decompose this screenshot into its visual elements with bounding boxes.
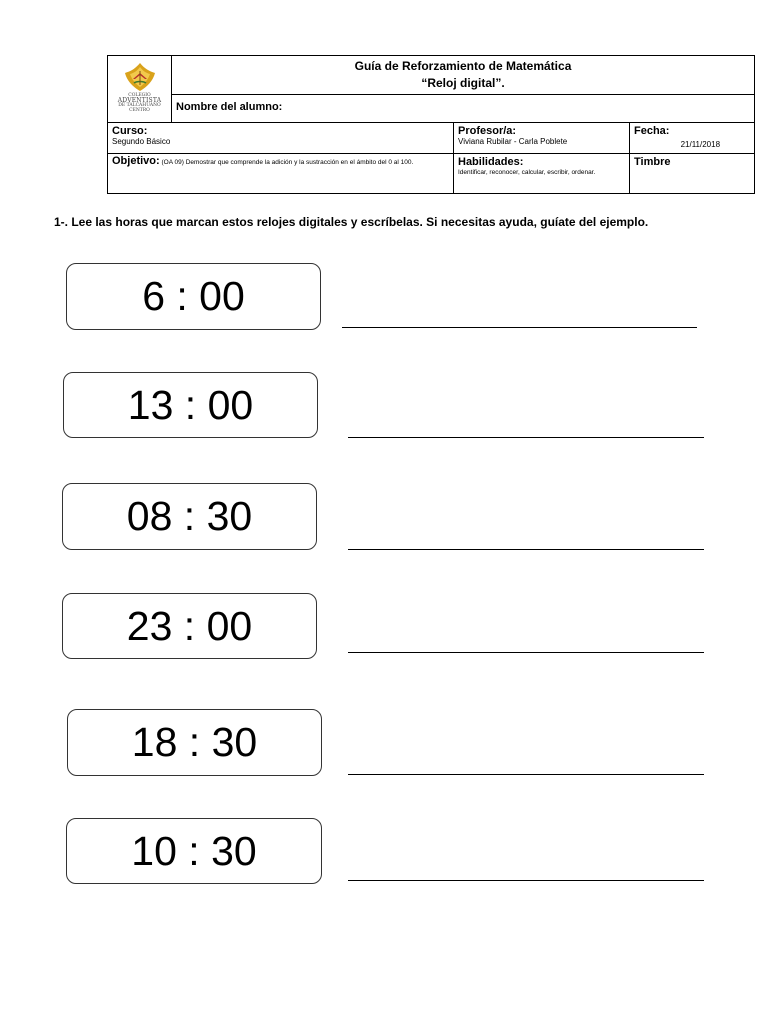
student-name-label: Nombre del alumno:	[176, 101, 283, 113]
logo-line-4: CENTRO	[129, 108, 150, 113]
digital-clock-1: 6 : 00	[66, 263, 321, 330]
answer-line-4[interactable]	[348, 652, 704, 653]
teacher-cell	[454, 123, 630, 154]
course-label: Curso:	[112, 125, 148, 137]
skills-label: Habilidades:	[458, 156, 524, 168]
answer-line-6[interactable]	[348, 880, 704, 881]
digital-clock-6: 10 : 30	[66, 818, 322, 884]
worksheet-subtitle: “Reloj digital”.	[421, 76, 505, 90]
skills-value: Identificar, reconocer, calcular, escribir, ordenar.	[458, 169, 596, 176]
skills-cell	[454, 154, 630, 194]
logo-line-2: ADVENTISTA	[117, 97, 162, 104]
school-crest-icon	[121, 61, 159, 93]
instruction-text: 1-. Lee las horas que marcan estos relojes digitales y escríbelas. Si necesitas ayuda, guíate del ejemplo.	[54, 215, 649, 229]
logo-line-3: DE TALCAHUANO	[118, 103, 161, 108]
answer-line-2[interactable]	[348, 437, 704, 438]
digital-clock-3: 08 : 30	[62, 483, 317, 550]
digital-clock-2: 13 : 00	[63, 372, 318, 438]
digital-clock-5: 18 : 30	[67, 709, 322, 776]
logo-line-1: COLEGIO	[128, 93, 151, 98]
answer-line-5[interactable]	[348, 774, 704, 775]
objective-label: Objetivo:	[112, 155, 160, 167]
stamp-cell	[630, 154, 755, 194]
course-value: Segundo Básico	[112, 137, 171, 146]
answer-line-3[interactable]	[348, 549, 704, 550]
worksheet-header	[107, 55, 754, 192]
student-name-field[interactable]	[172, 95, 755, 123]
digital-clock-4: 23 : 00	[62, 593, 317, 659]
date-value: 21/11/2018	[680, 140, 721, 149]
objective-value: (OA 09) Demostrar que comprende la adición y la sustracción en el ámbito del 0 al 100.	[161, 159, 414, 166]
school-logo	[108, 56, 172, 123]
stamp-label: Timbre	[634, 156, 671, 168]
date-label: Fecha:	[634, 125, 670, 137]
course-cell	[108, 123, 454, 154]
teacher-value: Viviana Rubilar - Carla Poblete	[458, 137, 568, 146]
teacher-label: Profesor/a:	[458, 125, 517, 137]
date-cell	[630, 123, 755, 154]
worksheet-title: Guía de Reforzamiento de Matemática	[354, 59, 572, 73]
title-cell	[172, 56, 755, 95]
answer-line-1[interactable]	[342, 327, 697, 328]
objective-cell	[108, 154, 454, 194]
